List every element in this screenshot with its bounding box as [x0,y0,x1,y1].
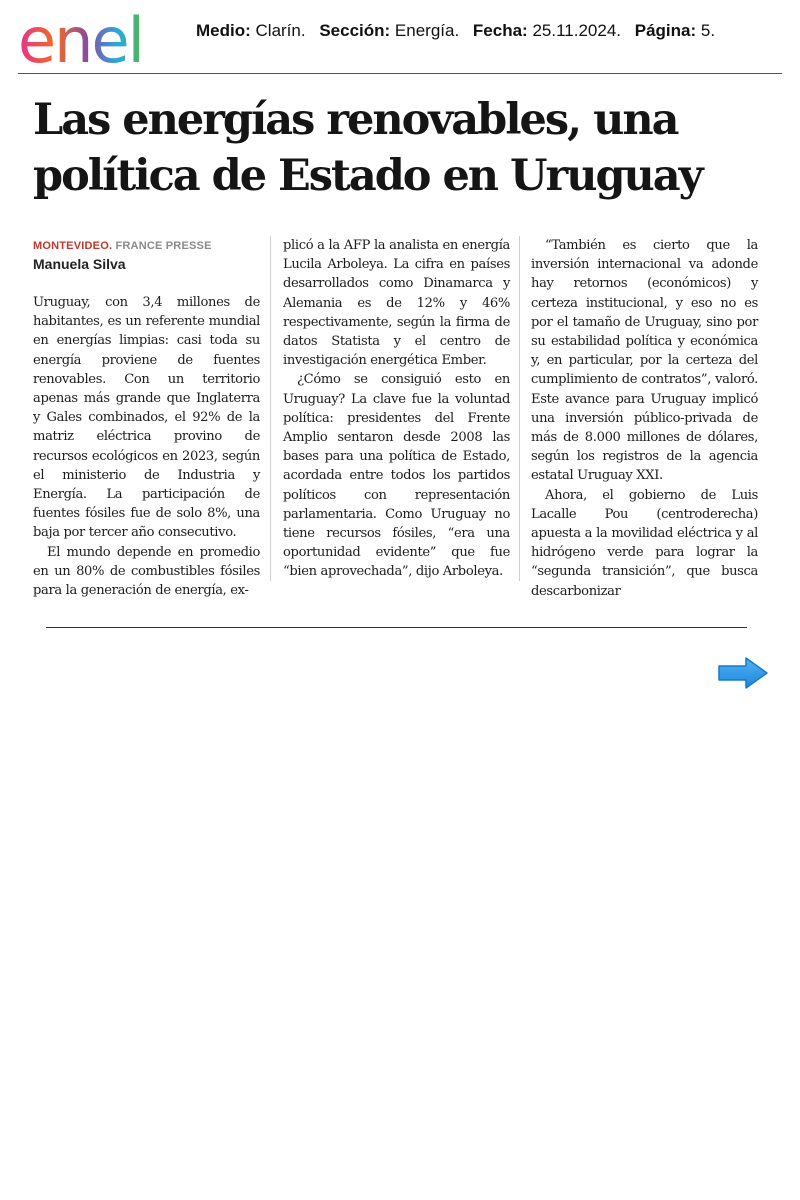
enel-logo [18,10,170,68]
byline [33,239,263,272]
paragraph: Ahora, el gobierno de Luis Lacalle Pou (centroderecha) apuesta a la movilidad eléctrica y al hidrógeno verde para lograr la “segunda transición”, que busca descarbonizar [531,487,758,599]
press-clipping-metadata [196,21,715,41]
article-column-3 [531,236,758,601]
medio-label: Medio: [196,21,251,40]
logo-text: enel [18,10,143,68]
paragraph: Uruguay, con 3,4 millones de habitantes, es un referente mundial en energías limpias: casi toda su energía proviene de fuentes renovables. Con un territorio apenas más grande que Inglaterra y Gales combinados, el 92% de la matriz eléctrica provino de recursos ecológicos en 2023, según el ministerio de Industria y Energía. La participación de fuentes fósiles fue de solo 8%, una baja por tercer año consecutivo. [33,295,260,541]
paragraph: plicó a la AFP la analista en energía Lucila Arboleya. La cifra en países desarrollados como Dinamarca y Alemania es de 12% y 46% respectivamente, según la firma de datos Statista y el centro de investigación energética Ember. [283,238,510,369]
fecha-value: 25.11.2024. [532,21,621,40]
dateline-agency: FRANCE PRESSE [115,240,212,252]
author-name: Manuela Silva [33,256,126,272]
seccion-label: Sección: [319,21,391,40]
dateline-city: MONTEVIDEO. [33,240,113,252]
dateline [33,239,263,253]
article-column-1 [33,293,260,600]
seccion-value: Energía. [394,21,460,40]
arrow-right-icon[interactable] [716,656,770,690]
paragraph: “También es cierto que la inversión internacional va adonde hay retornos (económicos) y certeza institucional, y eso no es por el tamaño de Uruguay, sino por su estabilidad política y económica y, en particular, por la certeza del cumplimiento de contratos”, valoró. Este avance para Uruguay implicó una inversión público-privada de más de 8.000 millones de dólares, según los registros de la agencia estatal Uruguay XXI. [531,238,758,484]
paragraph: El mundo depende en promedio en un 80% de combustibles fósiles para la generación de energía, ex- [33,544,260,599]
fecha-label: Fecha: [472,21,528,40]
medio-value: Clarín. [255,21,306,40]
column-divider [519,236,520,581]
paragraph: ¿Cómo se consiguió esto en Uruguay? La clave fue la voluntad política: presidentes del Frente Amplio sentaron desde 2008 las bases para una política de Estado, acordada entre todos los partidos políticos con representación parlamentaria. Como Uruguay no tiene recursos fósiles, “era una oportunidad evidente” que fue “bien aprovechada”, dijo Arboleya. [283,372,510,580]
article-headline: Las energías renovables, una política de Estado en Uruguay [33,95,702,201]
header-divider [18,73,782,74]
article-bottom-divider [46,627,747,628]
article-column-2 [283,236,510,582]
column-divider [270,236,271,581]
pagina-value: 5. [700,21,716,40]
pagina-label: Página: [634,21,697,40]
